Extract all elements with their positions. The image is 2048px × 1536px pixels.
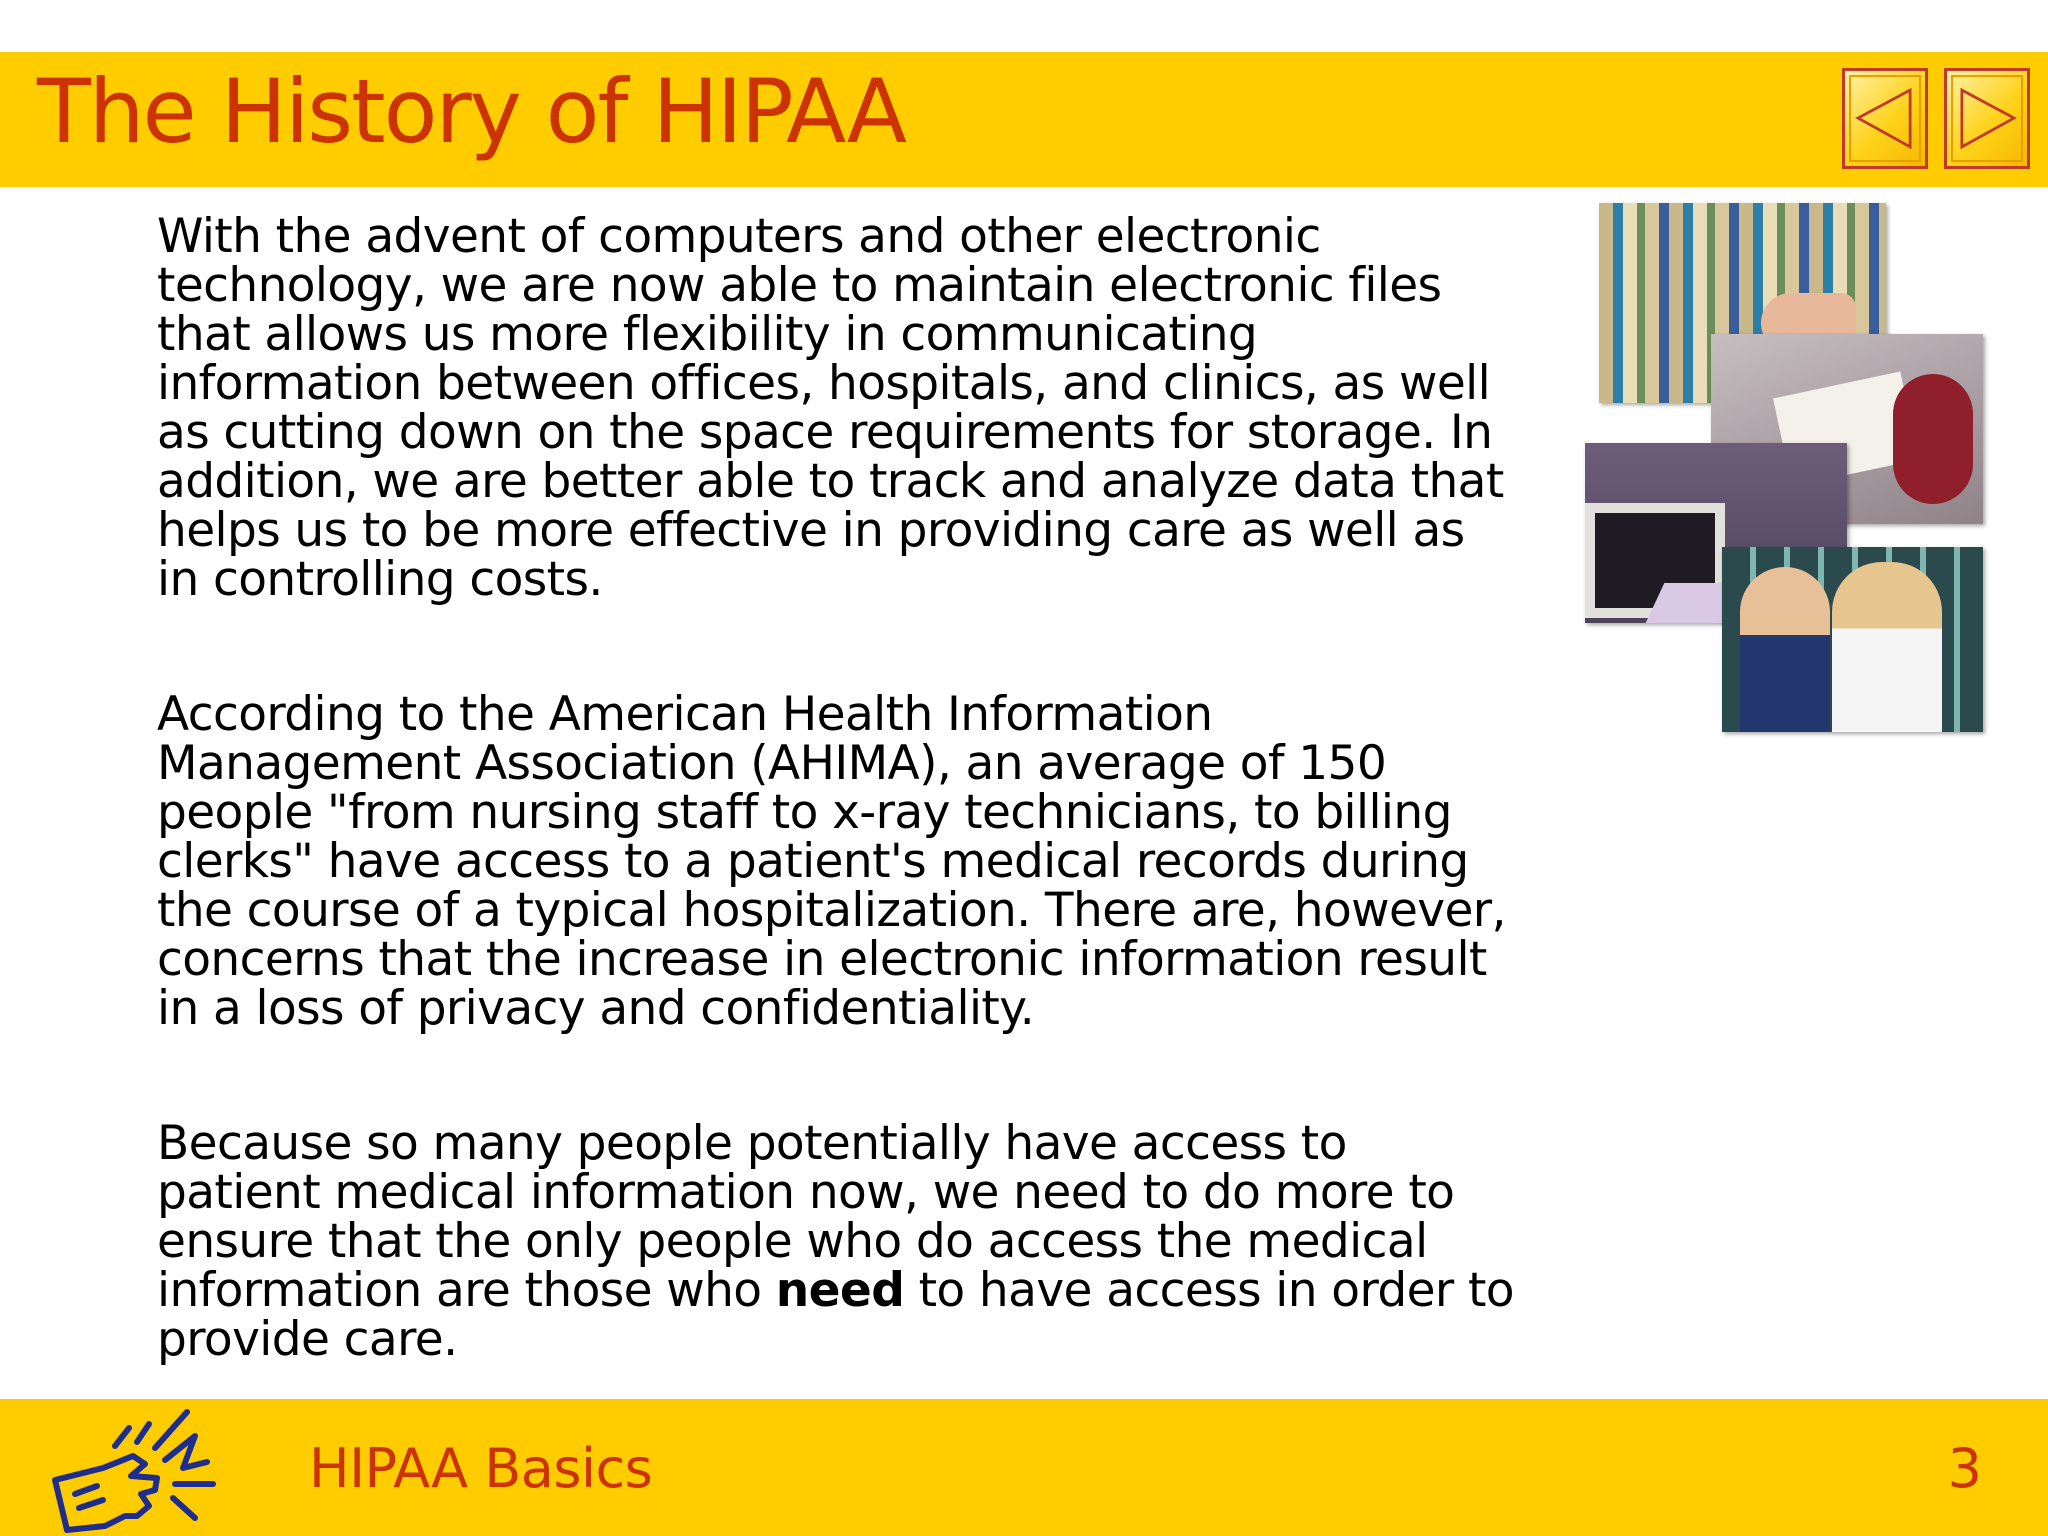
rolodex-wheel-shape [1893, 374, 1973, 504]
paragraph-access-end: to have access in order to provide care. [157, 1263, 1514, 1367]
doctors-reviewing-xrays-photo [1722, 547, 1983, 732]
doctor-left-shape [1740, 567, 1830, 732]
next-slide-button[interactable] [1944, 68, 2030, 169]
photo-collage [1585, 203, 1985, 733]
paragraph-access [157, 1116, 1517, 1367]
triangle-right-icon [1947, 71, 2027, 166]
paragraph-ahima: According to the American Health Information Management Association (AHIMA), an average of 150 people "from nursing staff to x-ray technicians, to billing clerks" have access to a patient's medical records during the course of a typical hospitalization. There are, however, concerns that the increase in electronic information result in a loss of privacy and confidentiality. [157, 687, 1506, 1036]
triangle-left-icon [1845, 71, 1925, 166]
previous-slide-button[interactable] [1842, 68, 1928, 169]
footer-bar [0, 1399, 2048, 1536]
footer-label: HIPAA Basics [309, 1437, 653, 1500]
doctor-right-shape [1832, 562, 1942, 732]
slide-title: The History of HIPAA [37, 60, 905, 163]
emphasis-need: need [775, 1263, 905, 1318]
page-number: 3 [1947, 1437, 1982, 1500]
slide-body [157, 209, 1517, 1450]
pointing-hand-icon [45, 1398, 230, 1536]
paragraph-access-start: Because so many people potentially have access to patient medical information now, we need to do more to ensure that the only people who do access the medical information are those who [157, 1116, 1455, 1318]
paragraph-computers: With the advent of computers and other electronic technology, we are now able to maintain electronic files that allows us more flexibility in communicating information between offices, hospitals, and clinics, as well as cutting down on the space requirements for storage. In addition, we are better able to track and analyze data that helps us to be more effective in providing care as well as in controlling costs. [157, 209, 1504, 607]
